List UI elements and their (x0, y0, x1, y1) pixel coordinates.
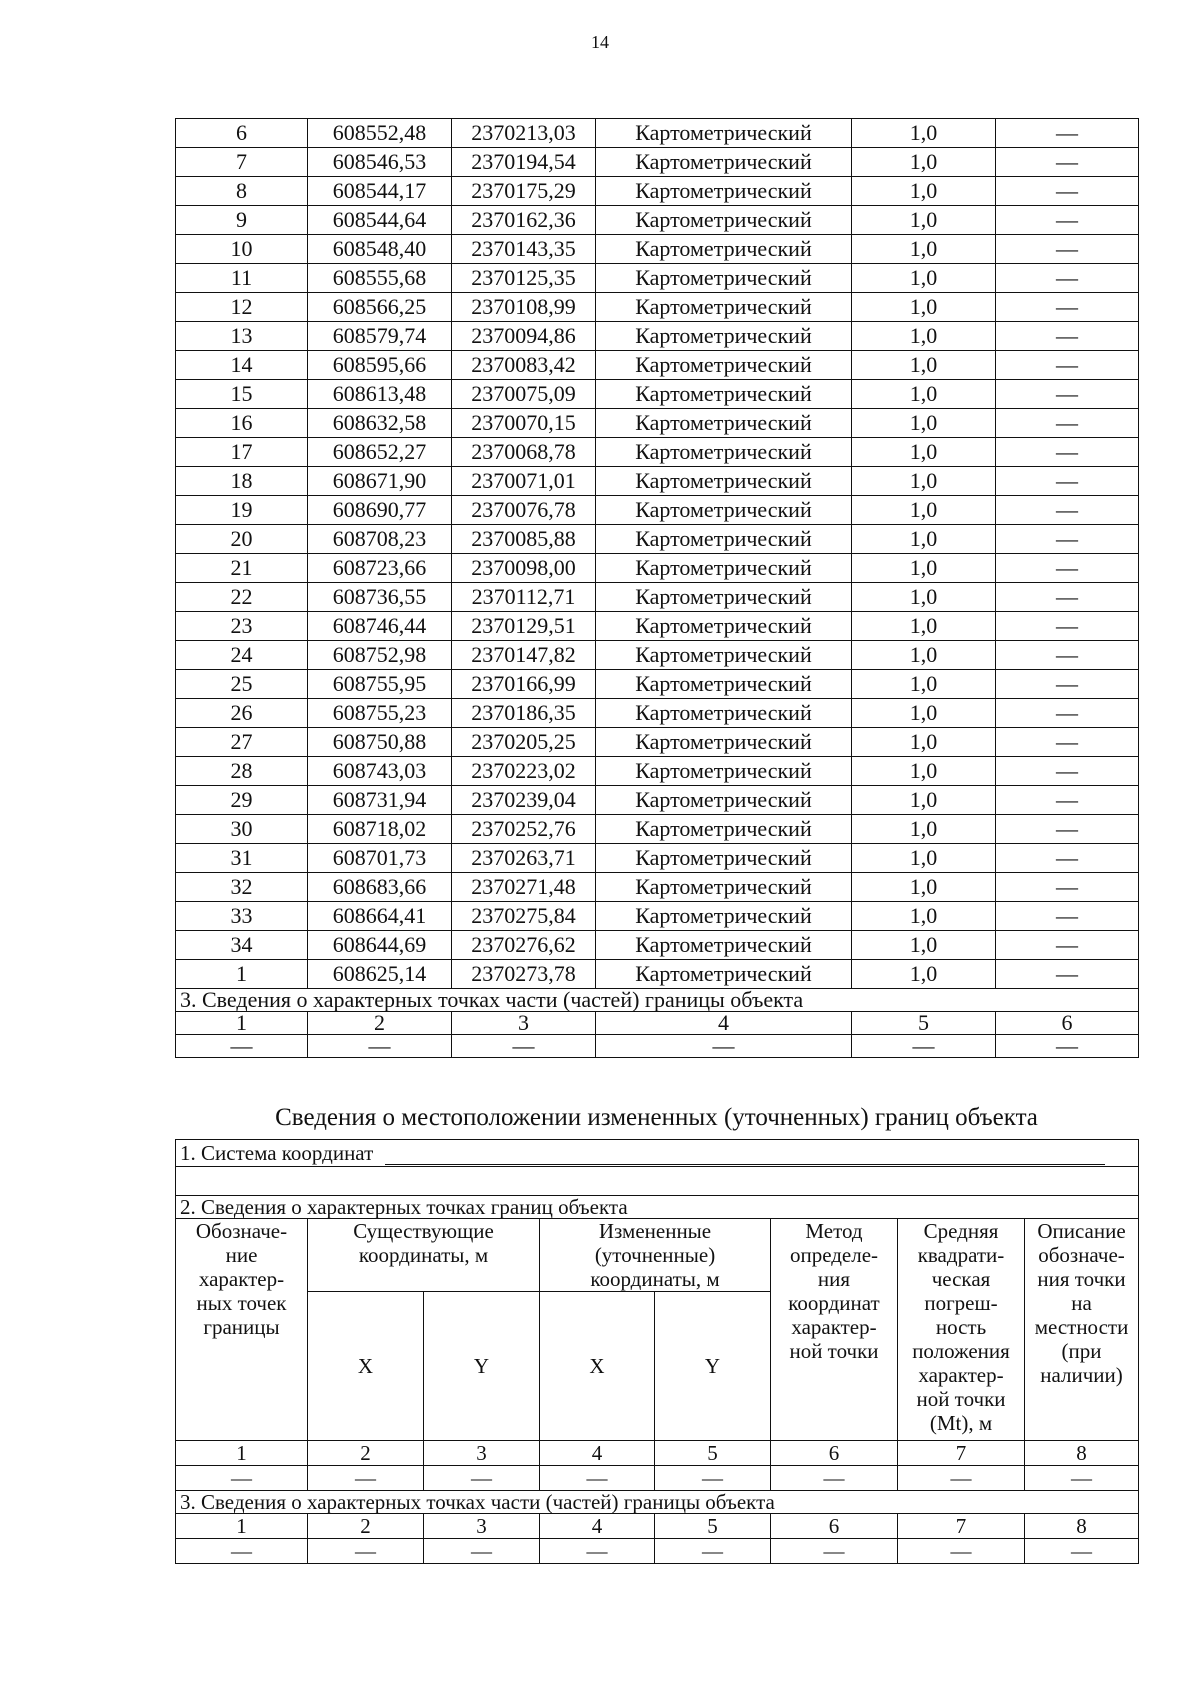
column-number-cell: 3 (424, 1441, 540, 1466)
coord-y-cell: 2370263,71 (452, 844, 596, 873)
table-row (176, 612, 1139, 641)
table-row (176, 351, 1139, 380)
description-cell: — (996, 525, 1139, 554)
column-number-cell: 8 (1025, 1514, 1139, 1539)
description-cell: — (996, 583, 1139, 612)
method-cell: Картометрический (596, 670, 852, 699)
description-cell: — (996, 235, 1139, 264)
coord-x-cell: 608746,44 (308, 612, 452, 641)
coord-x-cell: 608548,40 (308, 235, 452, 264)
coord-y-cell: 2370205,25 (452, 728, 596, 757)
column-number-cell: 5 (852, 1012, 996, 1035)
method-cell: Картометрический (596, 206, 852, 235)
point-number-cell: 6 (176, 119, 308, 148)
method-cell: Картометрический (596, 380, 852, 409)
coord-x-cell: 608743,03 (308, 757, 452, 786)
column-number-cell: 2 (308, 1012, 452, 1035)
table-row (176, 206, 1139, 235)
coord-y-cell: 2370129,51 (452, 612, 596, 641)
coord-y-cell: 2370112,71 (452, 583, 596, 612)
column-number-cell: 2 (308, 1514, 424, 1539)
method-cell: Картометрический (596, 438, 852, 467)
description-cell: — (996, 438, 1139, 467)
mse-cell: 1,0 (852, 235, 996, 264)
method-cell: Картометрический (596, 554, 852, 583)
header-designation: Обозначе- ние характер- ных точек границы (176, 1219, 308, 1441)
method-cell: Картометрический (596, 873, 852, 902)
mse-cell: 1,0 (852, 322, 996, 351)
point-number-cell: 23 (176, 612, 308, 641)
point-number-cell: 25 (176, 670, 308, 699)
coord-x-cell: 608579,74 (308, 322, 452, 351)
point-number-cell: 33 (176, 902, 308, 931)
coord-x-cell: 608690,77 (308, 496, 452, 525)
coord-y-cell: 2370252,76 (452, 815, 596, 844)
coord-y-cell: 2370213,03 (452, 119, 596, 148)
description-cell: — (996, 960, 1139, 989)
dash-cell: — (1025, 1539, 1139, 1564)
coord-x-cell: 608736,55 (308, 583, 452, 612)
table-row (176, 554, 1139, 583)
description-cell: — (996, 148, 1139, 177)
method-cell: Картометрический (596, 844, 852, 873)
table-row (176, 264, 1139, 293)
description-cell: — (996, 293, 1139, 322)
point-number-cell: 24 (176, 641, 308, 670)
mse-cell: 1,0 (852, 786, 996, 815)
description-cell: — (996, 409, 1139, 438)
description-cell: — (996, 467, 1139, 496)
coord-x-cell: 608664,41 (308, 902, 452, 931)
coord-x-cell: 608755,95 (308, 670, 452, 699)
coord-x-cell: 608671,90 (308, 467, 452, 496)
column-number-cell: 3 (452, 1012, 596, 1035)
description-cell: — (996, 728, 1139, 757)
dash-cell: — (176, 1466, 308, 1491)
point-number-cell: 34 (176, 931, 308, 960)
point-number-cell: 15 (176, 380, 308, 409)
dash-cell: — (424, 1466, 540, 1491)
table-row (176, 293, 1139, 322)
description-cell: — (996, 177, 1139, 206)
coord-y-cell: 2370143,35 (452, 235, 596, 264)
mse-cell: 1,0 (852, 757, 996, 786)
column-number-cell: 6 (771, 1441, 898, 1466)
point-number-cell: 28 (176, 757, 308, 786)
description-cell: — (996, 264, 1139, 293)
mse-cell: 1,0 (852, 264, 996, 293)
dash-cell: — (1025, 1466, 1139, 1491)
dash-cell: — (898, 1466, 1025, 1491)
coordinate-system-label: 1. Система координат (180, 1141, 374, 1165)
section3-dash-row (176, 1539, 1139, 1564)
point-number-cell: 29 (176, 786, 308, 815)
method-cell: Картометрический (596, 293, 852, 322)
coord-y-cell: 2370098,00 (452, 554, 596, 583)
method-cell: Картометрический (596, 728, 852, 757)
method-cell: Картометрический (596, 757, 852, 786)
section2-label: 2. Сведения о характерных точках границ объекта (176, 1196, 1139, 1219)
table-row (176, 931, 1139, 960)
coord-y-cell: 2370075,09 (452, 380, 596, 409)
dash-row (176, 1466, 1139, 1491)
coord-x-cell: 608544,64 (308, 206, 452, 235)
header-existing-x: X (308, 1292, 424, 1441)
column-number-cell: 4 (540, 1514, 655, 1539)
mse-cell: 1,0 (852, 815, 996, 844)
description-cell: — (996, 931, 1139, 960)
description-cell: — (996, 612, 1139, 641)
section3-numbers-row (176, 1514, 1139, 1539)
description-cell: — (996, 902, 1139, 931)
dash-cell: — (771, 1539, 898, 1564)
coord-y-cell: 2370276,62 (452, 931, 596, 960)
point-number-cell: 1 (176, 960, 308, 989)
coord-y-cell: 2370223,02 (452, 757, 596, 786)
coord-y-cell: 2370071,01 (452, 467, 596, 496)
coord-x-cell: 608723,66 (308, 554, 452, 583)
method-cell: Картометрический (596, 815, 852, 844)
dash-cell: — (996, 1035, 1139, 1058)
header-existing-y: Y (424, 1292, 540, 1441)
dash-cell: — (898, 1539, 1025, 1564)
coord-y-cell: 2370166,99 (452, 670, 596, 699)
coord-y-cell: 2370175,29 (452, 177, 596, 206)
coord-y-cell: 2370083,42 (452, 351, 596, 380)
column-number-cell: 6 (996, 1012, 1139, 1035)
coord-x-cell: 608544,17 (308, 177, 452, 206)
point-number-cell: 10 (176, 235, 308, 264)
point-number-cell: 8 (176, 177, 308, 206)
table-row (176, 525, 1139, 554)
mse-cell: 1,0 (852, 467, 996, 496)
mse-cell: 1,0 (852, 496, 996, 525)
table-row (176, 728, 1139, 757)
table-row (176, 496, 1139, 525)
header-existing-coords: Существующие координаты, м (308, 1219, 540, 1292)
coord-y-cell: 2370194,54 (452, 148, 596, 177)
table-row (176, 148, 1139, 177)
description-cell: — (996, 206, 1139, 235)
method-cell: Картометрический (596, 351, 852, 380)
dash-cell: — (308, 1466, 424, 1491)
method-cell: Картометрический (596, 322, 852, 351)
column-numbers-row (176, 1441, 1139, 1466)
table-row (176, 177, 1139, 206)
mse-cell: 1,0 (852, 293, 996, 322)
description-cell: — (996, 873, 1139, 902)
point-number-cell: 11 (176, 264, 308, 293)
description-cell: — (996, 786, 1139, 815)
column-number-cell: 8 (1025, 1441, 1139, 1466)
table-row (176, 467, 1139, 496)
mse-cell: 1,0 (852, 641, 996, 670)
mse-cell: 1,0 (852, 525, 996, 554)
table-row (176, 322, 1139, 351)
coord-x-cell: 608652,27 (308, 438, 452, 467)
point-number-cell: 22 (176, 583, 308, 612)
point-number-cell: 17 (176, 438, 308, 467)
description-cell: — (996, 351, 1139, 380)
coord-y-cell: 2370275,84 (452, 902, 596, 931)
mse-cell: 1,0 (852, 960, 996, 989)
coord-x-cell: 608752,98 (308, 641, 452, 670)
point-number-cell: 14 (176, 351, 308, 380)
dash-cell: — (308, 1539, 424, 1564)
coord-x-cell: 608750,88 (308, 728, 452, 757)
method-cell: Картометрический (596, 902, 852, 931)
coord-x-cell: 608555,68 (308, 264, 452, 293)
description-cell: — (996, 641, 1139, 670)
table-row (176, 583, 1139, 612)
column-number-cell: 1 (176, 1514, 308, 1539)
point-number-cell: 13 (176, 322, 308, 351)
dash-cell: — (452, 1035, 596, 1058)
column-number-cell: 5 (655, 1441, 771, 1466)
changed-boundaries-table (175, 1139, 1139, 1564)
header-changed-y: Y (655, 1292, 771, 1441)
mse-cell: 1,0 (852, 409, 996, 438)
empty-row (176, 1167, 1139, 1196)
coord-x-cell: 608644,69 (308, 931, 452, 960)
point-number-cell: 9 (176, 206, 308, 235)
coord-y-cell: 2370239,04 (452, 786, 596, 815)
method-cell: Картометрический (596, 641, 852, 670)
changed-boundaries-title: Сведения о местоположении измененных (уточненных) границ объекта (275, 1104, 1038, 1131)
table-row (176, 380, 1139, 409)
coord-x-cell: 608683,66 (308, 873, 452, 902)
point-number-cell: 16 (176, 409, 308, 438)
description-cell: — (996, 757, 1139, 786)
mse-cell: 1,0 (852, 148, 996, 177)
method-cell: Картометрический (596, 119, 852, 148)
method-cell: Картометрический (596, 496, 852, 525)
coordinate-system-blank (385, 1146, 1105, 1165)
table-row (176, 960, 1139, 989)
table-row (176, 119, 1139, 148)
coord-y-cell: 2370094,86 (452, 322, 596, 351)
method-cell: Картометрический (596, 960, 852, 989)
column-number-cell: 7 (898, 1441, 1025, 1466)
mse-cell: 1,0 (852, 119, 996, 148)
point-number-cell: 19 (176, 496, 308, 525)
coord-y-cell: 2370076,78 (452, 496, 596, 525)
dash-cell: — (596, 1035, 852, 1058)
description-cell: — (996, 844, 1139, 873)
header-mse: Средняя квадрати- ческая погреш- ность положения характер- ной точки (Mt), м (898, 1219, 1025, 1441)
coord-x-cell: 608755,23 (308, 699, 452, 728)
table-row (176, 670, 1139, 699)
column-number-cell: 4 (596, 1012, 852, 1035)
method-cell: Картометрический (596, 264, 852, 293)
method-cell: Картометрический (596, 931, 852, 960)
method-cell: Картометрический (596, 409, 852, 438)
method-cell: Картометрический (596, 583, 852, 612)
table-row (176, 815, 1139, 844)
section3-numbers-row (176, 1012, 1139, 1035)
coord-y-cell: 2370068,78 (452, 438, 596, 467)
table-row (176, 786, 1139, 815)
method-cell: Картометрический (596, 612, 852, 641)
method-cell: Картометрический (596, 525, 852, 554)
coord-x-cell: 608701,73 (308, 844, 452, 873)
column-number-cell: 1 (176, 1012, 308, 1035)
point-number-cell: 30 (176, 815, 308, 844)
dash-cell: — (540, 1466, 655, 1491)
column-number-cell: 3 (424, 1514, 540, 1539)
point-number-cell: 27 (176, 728, 308, 757)
header-description: Описание обозначе- ния точки на местности (при наличии) (1025, 1219, 1139, 1441)
coord-x-cell: 608625,14 (308, 960, 452, 989)
point-number-cell: 12 (176, 293, 308, 322)
mse-cell: 1,0 (852, 931, 996, 960)
mse-cell: 1,0 (852, 873, 996, 902)
table-row (176, 873, 1139, 902)
column-number-cell: 5 (655, 1514, 771, 1539)
dash-cell: — (176, 1035, 308, 1058)
point-number-cell: 18 (176, 467, 308, 496)
table-row (176, 641, 1139, 670)
description-cell: — (996, 815, 1139, 844)
method-cell: Картометрический (596, 235, 852, 264)
mse-cell: 1,0 (852, 728, 996, 757)
boundary-points-table (175, 118, 1139, 1058)
coord-x-cell: 608566,25 (308, 293, 452, 322)
point-number-cell: 32 (176, 873, 308, 902)
mse-cell: 1,0 (852, 670, 996, 699)
table-row (176, 844, 1139, 873)
method-cell: Картометрический (596, 699, 852, 728)
coord-x-cell: 608708,23 (308, 525, 452, 554)
section3-dash-row (176, 1035, 1139, 1058)
header-changed-coords: Измененные (уточненные) координаты, м (540, 1219, 771, 1292)
dash-cell: — (308, 1035, 452, 1058)
coord-x-cell: 608552,48 (308, 119, 452, 148)
coord-x-cell: 608718,02 (308, 815, 452, 844)
coord-y-cell: 2370108,99 (452, 293, 596, 322)
mse-cell: 1,0 (852, 380, 996, 409)
description-cell: — (996, 554, 1139, 583)
coord-y-cell: 2370125,35 (452, 264, 596, 293)
mse-cell: 1,0 (852, 351, 996, 380)
coord-x-cell: 608731,94 (308, 786, 452, 815)
table-row (176, 409, 1139, 438)
description-cell: — (996, 496, 1139, 525)
dash-cell: — (424, 1539, 540, 1564)
header-changed-x: X (540, 1292, 655, 1441)
coord-x-cell: 608546,53 (308, 148, 452, 177)
description-cell: — (996, 699, 1139, 728)
dash-cell: — (852, 1035, 996, 1058)
coord-y-cell: 2370273,78 (452, 960, 596, 989)
coord-y-cell: 2370162,36 (452, 206, 596, 235)
mse-cell: 1,0 (852, 206, 996, 235)
coord-x-cell: 608632,58 (308, 409, 452, 438)
section3-row (176, 989, 1139, 1012)
dash-cell: — (655, 1466, 771, 1491)
section3-label: 3. Сведения о характерных точках части (частей) границы объекта (176, 989, 1139, 1012)
table-row (176, 699, 1139, 728)
dash-cell: — (176, 1539, 308, 1564)
method-cell: Картометрический (596, 786, 852, 815)
coord-x-cell: 608613,48 (308, 380, 452, 409)
header-method: Метод определе- ния координат характер- ной точки (771, 1219, 898, 1441)
table-row (176, 438, 1139, 467)
coord-y-cell: 2370186,35 (452, 699, 596, 728)
mse-cell: 1,0 (852, 438, 996, 467)
column-number-cell: 7 (898, 1514, 1025, 1539)
dash-cell: — (540, 1539, 655, 1564)
coordinate-system-row (176, 1140, 1139, 1167)
mse-cell: 1,0 (852, 902, 996, 931)
section3-label: 3. Сведения о характерных точках части (частей) границы объекта (176, 1491, 1139, 1514)
coord-x-cell: 608595,66 (308, 351, 452, 380)
description-cell: — (996, 380, 1139, 409)
page-number: 14 (591, 32, 609, 52)
coord-y-cell: 2370271,48 (452, 873, 596, 902)
point-number-cell: 26 (176, 699, 308, 728)
coord-y-cell: 2370085,88 (452, 525, 596, 554)
table-row (176, 757, 1139, 786)
method-cell: Картометрический (596, 177, 852, 206)
point-number-cell: 7 (176, 148, 308, 177)
description-cell: — (996, 119, 1139, 148)
column-number-cell: 2 (308, 1441, 424, 1466)
mse-cell: 1,0 (852, 699, 996, 728)
column-number-cell: 6 (771, 1514, 898, 1539)
mse-cell: 1,0 (852, 177, 996, 206)
column-number-cell: 4 (540, 1441, 655, 1466)
dash-cell: — (771, 1466, 898, 1491)
table-row (176, 235, 1139, 264)
mse-cell: 1,0 (852, 612, 996, 641)
method-cell: Картометрический (596, 467, 852, 496)
method-cell: Картометрический (596, 148, 852, 177)
point-number-cell: 20 (176, 525, 308, 554)
mse-cell: 1,0 (852, 583, 996, 612)
point-number-cell: 21 (176, 554, 308, 583)
mse-cell: 1,0 (852, 844, 996, 873)
description-cell: — (996, 322, 1139, 351)
point-number-cell: 31 (176, 844, 308, 873)
coord-y-cell: 2370147,82 (452, 641, 596, 670)
description-cell: — (996, 670, 1139, 699)
column-number-cell: 1 (176, 1441, 308, 1466)
dash-cell: — (655, 1539, 771, 1564)
table-row (176, 902, 1139, 931)
coord-y-cell: 2370070,15 (452, 409, 596, 438)
mse-cell: 1,0 (852, 554, 996, 583)
